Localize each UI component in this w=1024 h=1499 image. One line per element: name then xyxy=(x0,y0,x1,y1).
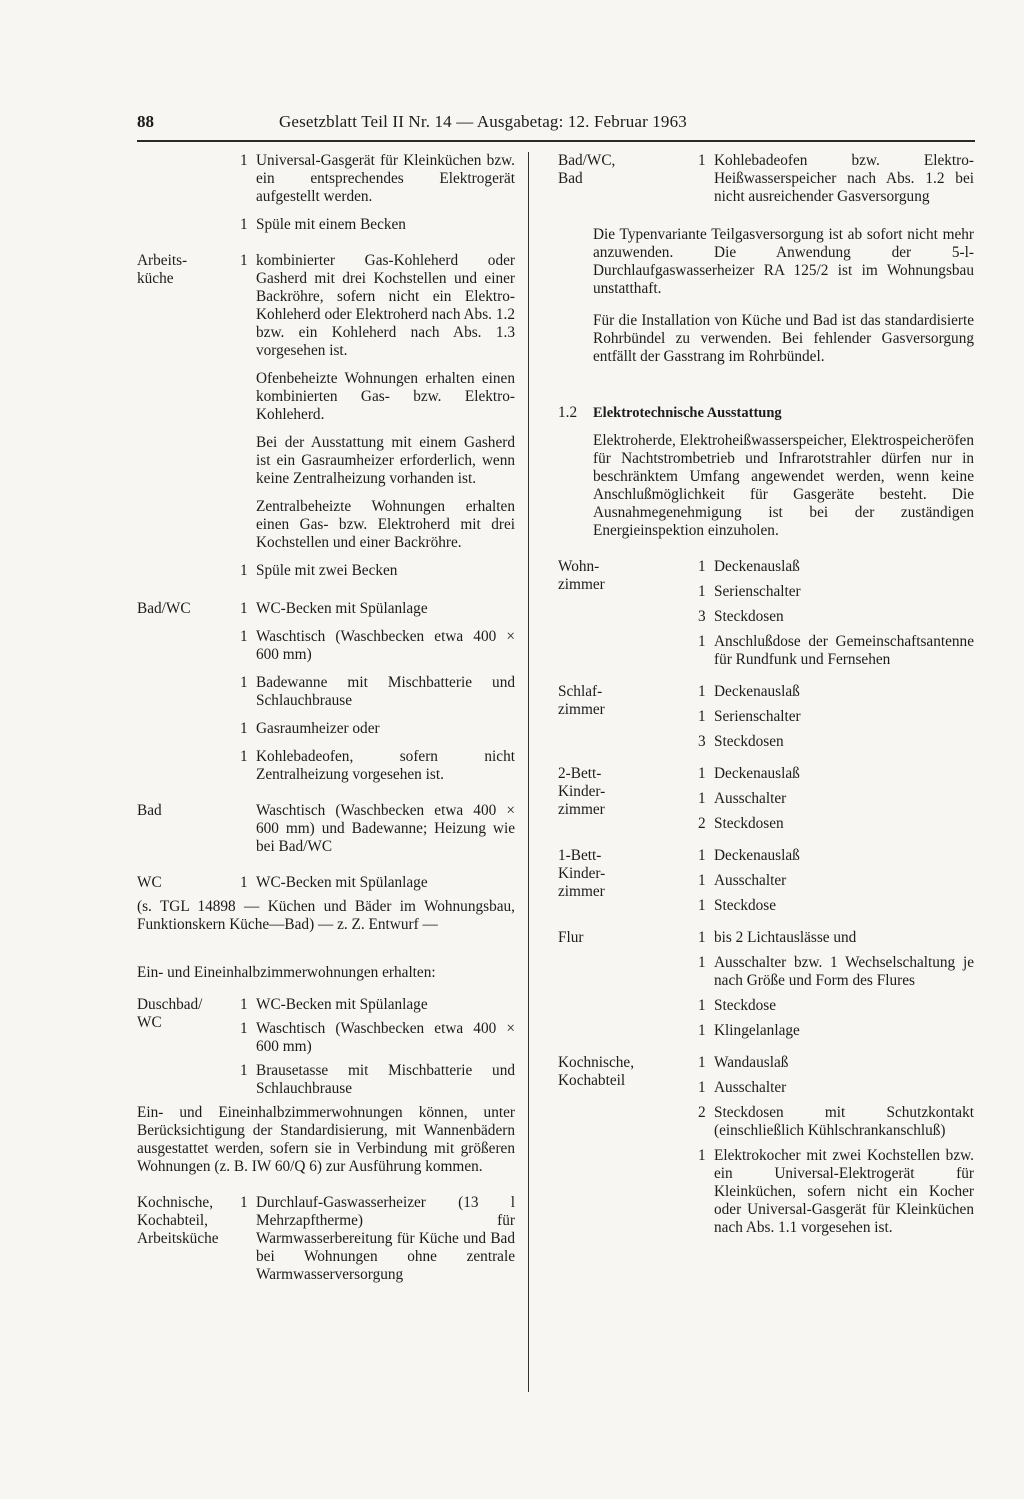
quantity: 1 xyxy=(240,748,248,765)
quantity: 1 xyxy=(698,872,706,889)
quantity: 1 xyxy=(240,152,248,169)
quantity: 1 xyxy=(698,633,706,650)
quantity: 1 xyxy=(698,929,706,946)
item-text: Waschtisch (Waschbecken etwa 400 × 600 mm) und Badewanne; Heizung wie bei Bad/WC xyxy=(256,802,515,855)
quantity: 3 xyxy=(698,608,706,625)
list-item xyxy=(137,748,515,784)
list-item xyxy=(558,872,974,890)
item-text: Elektrokocher mit zwei Kochstellen bzw. ein Universal-Elektrogerät für Kleinküchen, sofern nicht ein Kocher oder Universal-Gasgerät für Kleinküchen nach Abs. 1.1 vorgesehen ist. xyxy=(714,1147,974,1236)
list-item xyxy=(137,674,515,710)
quantity: 1 xyxy=(698,897,706,914)
room-label: Duschbad/ WC xyxy=(137,996,203,1031)
item-text: Kohlebadeofen, sofern nicht Zentralheizung vorgesehen ist. xyxy=(256,748,515,783)
list-item xyxy=(558,929,974,947)
quantity: 1 xyxy=(698,790,706,807)
quantity: 3 xyxy=(698,733,706,750)
item-text: Steckdosen xyxy=(714,608,784,625)
quantity: 1 xyxy=(698,954,706,971)
item-text: Anschlußdose der Gemeinschaftsantenne für Rundfunk und Fernsehen xyxy=(714,633,974,668)
section-heading xyxy=(558,404,974,422)
reference-note: (s. TGL 14898 — Küchen und Bäder im Wohnungsbau, Funktionskern Küche—Bad) — z. Z. Entwurf — xyxy=(137,898,515,933)
room-group xyxy=(558,765,974,833)
list-item xyxy=(137,874,515,892)
quantity: 1 xyxy=(698,1147,706,1164)
room-group xyxy=(558,847,974,915)
quantity: 1 xyxy=(698,152,706,169)
quantity: 1 xyxy=(240,562,248,579)
item-text: Wandauslaß xyxy=(714,1054,789,1071)
item-text: Steckdosen mit Schutzkontakt (einschließlich Kühlschrankanschluß) xyxy=(714,1104,974,1139)
item-text: Kohlebadeofen bzw. Elektro-Heißwasserspeicher nach Abs. 1.2 bei nicht ausreichender Gasversorgung xyxy=(714,152,974,205)
list-item xyxy=(558,790,974,808)
item-text: Klingelanlage xyxy=(714,1022,800,1039)
paragraph: Bei der Ausstattung mit einem Gasherd ist ein Gasraumheizer erforderlich, wenn keine Zentralheizung vorhanden ist. xyxy=(256,434,515,487)
list-item xyxy=(558,1079,974,1097)
item-text: Ausschalter bzw. 1 Wechselschaltung je nach Größe und Form des Flures xyxy=(714,954,974,989)
right-column xyxy=(558,152,974,1247)
quantity: 1 xyxy=(240,252,248,269)
paragraph: Für die Installation von Küche und Bad ist das standardisierte Rohrbündel zu verwenden. Bei fehlender Gasversorgung entfällt der Gasstrang im Rohrbündel. xyxy=(593,312,974,365)
section-number: 1.2 xyxy=(558,404,578,421)
quantity: 2 xyxy=(698,815,706,832)
list-item xyxy=(137,1062,515,1098)
room-label: Bad/WC xyxy=(137,600,191,617)
item-text: Brausetasse mit Mischbatterie und Schlauchbrause xyxy=(256,1062,515,1097)
quantity: 1 xyxy=(240,1062,248,1079)
quantity: 1 xyxy=(698,583,706,600)
item-text: Badewanne mit Mischbatterie und Schlauchbrause xyxy=(256,674,515,709)
list-item xyxy=(137,802,515,856)
list-item xyxy=(558,997,974,1015)
list-item xyxy=(137,996,515,1031)
quantity: 1 xyxy=(698,847,706,864)
item-text: Ausschalter xyxy=(714,1079,787,1096)
list-item xyxy=(137,152,515,206)
paragraph: Ofenbeheizte Wohnungen erhalten einen kombinierten Gas- bzw. Elektro-Kohleherd. xyxy=(256,370,515,423)
page-header xyxy=(137,112,975,138)
item-text: Waschtisch (Waschbecken etwa 400 × 600 mm) xyxy=(256,628,515,663)
item-text: Universal-Gasgerät für Kleinküchen bzw. ein entsprechendes Elektrogerät aufgestellt werden. xyxy=(256,152,515,205)
item-text: Ausschalter xyxy=(714,790,787,807)
list-item xyxy=(558,1054,974,1072)
column-divider xyxy=(528,152,529,1392)
room-group xyxy=(558,683,974,751)
quantity: 1 xyxy=(240,674,248,691)
item-text: Deckenauslaß xyxy=(714,765,800,782)
item-text: Ausschalter xyxy=(714,872,787,889)
list-item xyxy=(558,708,974,726)
room-label: Kochnische, Kochabteil, Arbeitsküche xyxy=(137,1194,219,1247)
left-column xyxy=(137,152,515,1294)
quantity: 1 xyxy=(240,720,248,737)
quantity: 1 xyxy=(698,1054,706,1071)
quantity: 1 xyxy=(698,558,706,575)
item-text: Durchlauf-Gaswasserheizer (13 l Mehrzapftherme) für Warmwasserbereitung für Küche und Bad bei Wohnungen ohne zentrale Warmwasserversorgung xyxy=(256,1194,515,1283)
quantity: 1 xyxy=(698,1022,706,1039)
room-label: 2-Bett-Kinder-zimmer xyxy=(558,765,606,818)
quantity: 1 xyxy=(240,216,248,233)
list-item xyxy=(137,1194,515,1284)
list-item xyxy=(137,628,515,664)
item-text: kombinierter Gas-Kohleherd oder Gasherd mit drei Kochstellen und einer Backröhre, sofern nicht ein Elektro-Kohleherd oder Elektroherd nach Abs. 1.2 bzw. ein Kohleherd nach Abs. 1.3 vorgesehen ist. xyxy=(256,252,515,359)
list-item xyxy=(558,1104,974,1140)
item-text: Deckenauslaß xyxy=(714,847,800,864)
quantity: 1 xyxy=(240,1194,248,1211)
room-group xyxy=(558,558,974,669)
paragraph: Zentralbeheizte Wohnungen erhalten einen Gas- bzw. Elektroherd mit drei Kochstellen und einer Backröhre. xyxy=(256,498,515,551)
quantity: 2 xyxy=(698,1104,706,1121)
header-rule xyxy=(137,140,975,142)
list-item xyxy=(558,765,974,783)
item-text: Steckdose xyxy=(714,997,777,1014)
item-text: WC-Becken mit Spülanlage xyxy=(256,600,428,617)
room-label: Schlaf-zimmer xyxy=(558,683,605,718)
room-group xyxy=(558,1054,974,1237)
list-item xyxy=(558,1022,974,1040)
list-item xyxy=(558,152,974,206)
list-item xyxy=(558,954,974,990)
item-text: Serienschalter xyxy=(714,583,801,600)
room-label: Flur xyxy=(558,929,584,946)
item-text: Waschtisch (Waschbecken etwa 400 × 600 mm) xyxy=(256,1020,515,1055)
item-text: Spüle mit zwei Becken xyxy=(256,562,398,579)
running-title: Gesetzblatt Teil II Nr. 14 — Ausgabetag: 12. Februar 1963 xyxy=(279,112,687,131)
quantity: 1 xyxy=(240,628,248,645)
list-item xyxy=(137,720,515,738)
section-title: Elektrotechnische Ausstattung xyxy=(593,405,782,421)
list-item xyxy=(558,608,974,626)
item-text: Steckdose xyxy=(714,897,777,914)
list-item xyxy=(558,583,974,601)
list-item xyxy=(137,216,515,234)
item-text: Deckenauslaß xyxy=(714,558,800,575)
room-label: 1-Bett-Kinder-zimmer xyxy=(558,847,606,900)
item-text: Steckdosen xyxy=(714,815,784,832)
paragraph: Ein- und Eineinhalbzimmerwohnungen können, unter Berücksichtigung der Standardisierung, mit Wannenbädern ausgestattet werden, sofern sie in Verbindung mit größeren Wohnungen (z. B. IW 60/Q 6) zur Ausführung kommen. xyxy=(137,1104,515,1175)
item-text: WC-Becken mit Spülanlage xyxy=(256,996,428,1013)
list-item xyxy=(558,897,974,915)
item-text: WC-Becken mit Spülanlage xyxy=(256,874,428,891)
room-label: Bad/WC, Bad xyxy=(558,152,616,187)
list-item xyxy=(558,633,974,669)
item-text: Deckenauslaß xyxy=(714,683,800,700)
quantity: 1 xyxy=(698,997,706,1014)
room-label: Kochnische, Kochabteil xyxy=(558,1054,635,1089)
room-label: Arbeits-küche xyxy=(137,252,188,287)
room-group xyxy=(558,929,974,1040)
quantity: 1 xyxy=(240,996,248,1013)
quantity: 1 xyxy=(698,1079,706,1096)
quantity: 1 xyxy=(240,600,248,617)
quantity: 1 xyxy=(698,683,706,700)
quantity: 1 xyxy=(698,708,706,725)
quantity: 1 xyxy=(698,765,706,782)
room-label: Wohn-zimmer xyxy=(558,558,605,593)
item-text: bis 2 Lichtauslässe und xyxy=(714,929,857,946)
paragraph: Die Typenvariante Teilgasversorgung ist ab sofort nicht mehr anzuwenden. Die Anwendung der 5-l-Durchlaufgaswasserheizer RA 125/2 ist im Wohnungsbau unstatthaft. xyxy=(593,226,974,297)
item-text: Gasraumheizer oder xyxy=(256,720,380,737)
list-item xyxy=(558,683,974,701)
list-item xyxy=(558,847,974,865)
list-item xyxy=(558,1147,974,1237)
room-label: WC xyxy=(137,874,162,891)
list-item xyxy=(137,562,515,580)
quantity: 1 xyxy=(240,874,248,891)
list-item xyxy=(137,600,515,618)
paragraph: Ein- und Eineinhalbzimmerwohnungen erhalten: xyxy=(137,964,436,981)
item-text: Serienschalter xyxy=(714,708,801,725)
item-text: Steckdosen xyxy=(714,733,784,750)
room-label: Bad xyxy=(137,802,162,819)
list-item xyxy=(137,252,515,360)
paragraph: Elektroherde, Elektroheißwasserspeicher, Elektrospeicheröfen für Nachtstrombetrieb und Infrarotstrahler dürfen nur in beschränktem Umfang angewendet werden, wenn keine Anschlußmöglichkeit für Gasgeräte besteht. Die Ausnahmegenehmigung ist bei der zuständigen Energieinspektion einzuholen. xyxy=(593,432,974,539)
quantity: 1 xyxy=(240,1020,248,1037)
list-item xyxy=(558,733,974,751)
page-number: 88 xyxy=(137,112,154,131)
item-text: Spüle mit einem Becken xyxy=(256,216,406,233)
list-item xyxy=(558,815,974,833)
list-item xyxy=(137,1020,515,1056)
